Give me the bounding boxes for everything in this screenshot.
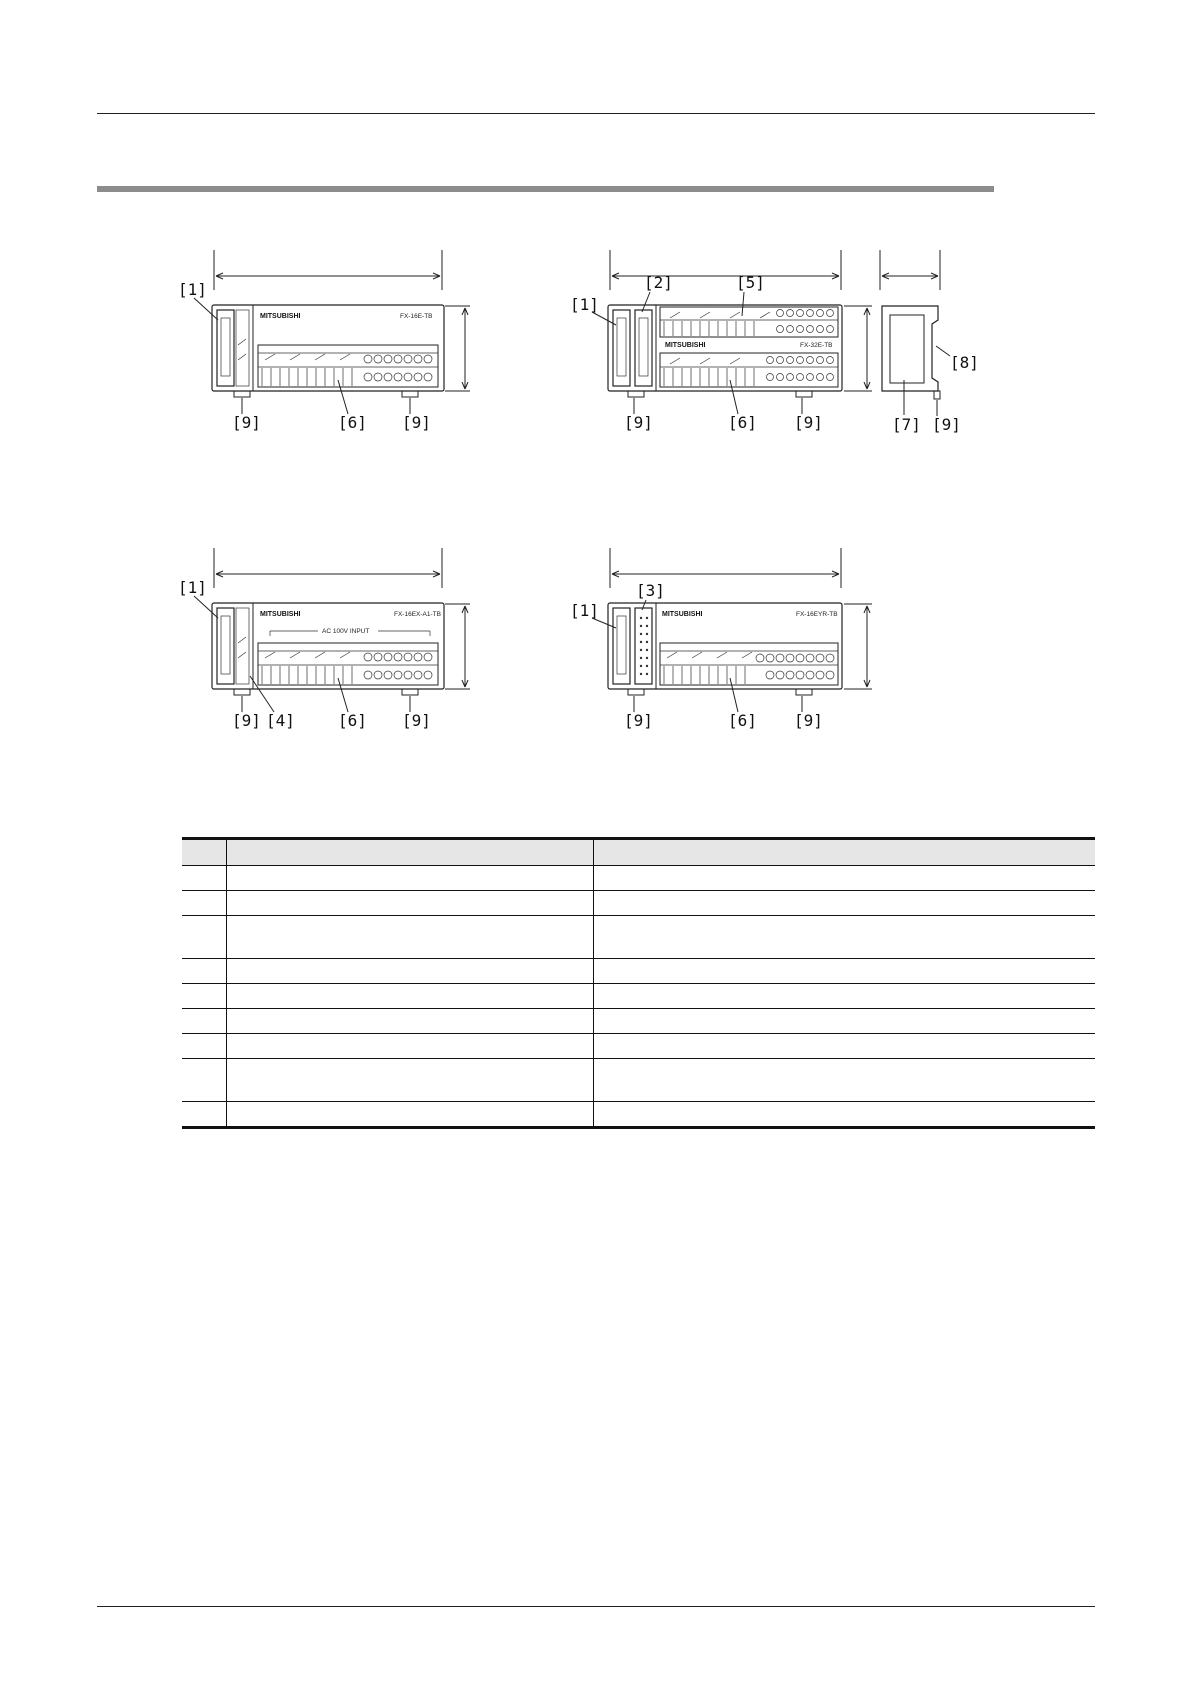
cell-name [227, 866, 594, 891]
cell-description [594, 916, 1096, 959]
brand-logo: MITSUBISHI [665, 342, 706, 349]
model-label: FX-16E-TB [400, 313, 433, 320]
callout-5: [5] [736, 273, 765, 292]
cell-no [182, 1009, 227, 1034]
figure-fx-16ex-a1-tb [170, 548, 490, 738]
table-row [182, 891, 1095, 916]
cell-description [594, 1059, 1096, 1102]
callout-9-left: [9] [232, 413, 261, 432]
cell-name [227, 1059, 594, 1102]
callout-9-left: [9] [624, 413, 653, 432]
callout-9-right: [9] [794, 711, 823, 730]
callout-2: [2] [644, 273, 673, 292]
table-row [182, 1009, 1095, 1034]
header-description [594, 839, 1096, 866]
cell-description [594, 959, 1096, 984]
cell-no [182, 984, 227, 1009]
figure-fx-32e-tb [570, 250, 979, 440]
model-label: FX-16EX-A1-TB [394, 611, 441, 618]
brand-logo: MITSUBISHI [260, 313, 301, 320]
table-row [182, 1034, 1095, 1059]
brand-logo: MITSUBISHI [662, 611, 703, 618]
callout-9-side: [9] [932, 415, 961, 434]
cell-description [594, 891, 1096, 916]
callout-1: [1] [570, 295, 599, 314]
cell-description [594, 1009, 1096, 1034]
table-row [182, 959, 1095, 984]
cell-name [227, 1102, 594, 1128]
callout-4: [4] [266, 711, 295, 730]
footer-rule [97, 1606, 1095, 1607]
callout-6: [6] [728, 711, 757, 730]
header-name [227, 839, 594, 866]
model-label: FX-32E-TB [800, 342, 833, 349]
cell-name [227, 891, 594, 916]
section-heading-bar [97, 186, 994, 192]
callout-9-right: [9] [402, 711, 431, 730]
cell-no [182, 1102, 227, 1128]
brand-logo: MITSUBISHI [260, 611, 301, 618]
header-no [182, 839, 227, 866]
callout-1: [1] [178, 578, 207, 597]
callout-9-left: [9] [232, 711, 261, 730]
parts-table [182, 837, 1095, 1129]
callout-1: [1] [570, 601, 599, 620]
cell-no [182, 1059, 227, 1102]
table-row [182, 866, 1095, 891]
figure-fx-16eyr-tb [570, 548, 890, 738]
cell-no [182, 866, 227, 891]
cell-name [227, 1009, 594, 1034]
table-header-row [182, 839, 1095, 866]
cell-no [182, 959, 227, 984]
callout-6: [6] [338, 711, 367, 730]
cell-name [227, 916, 594, 959]
table-row [182, 916, 1095, 959]
table-row [182, 1102, 1095, 1128]
header-rule [97, 113, 1095, 114]
input-label: AC 100V INPUT [322, 628, 370, 635]
cell-description [594, 984, 1096, 1009]
callout-9-mid: [9] [794, 413, 823, 432]
callout-7: [7] [892, 415, 921, 434]
callout-1: [1] [178, 280, 207, 299]
table-row [182, 1059, 1095, 1102]
cell-description [594, 1034, 1096, 1059]
model-label: FX-16EYR-TB [796, 611, 838, 618]
cell-description [594, 1102, 1096, 1128]
callout-9-right: [9] [402, 413, 431, 432]
cell-no [182, 891, 227, 916]
cell-name [227, 959, 594, 984]
callout-6: [6] [728, 413, 757, 432]
callout-9-left: [9] [624, 711, 653, 730]
callout-3: [3] [636, 581, 665, 600]
callout-6: [6] [338, 413, 367, 432]
cell-no [182, 1034, 227, 1059]
callout-8: [8] [950, 353, 979, 372]
cell-description [594, 866, 1096, 891]
cell-name [227, 1034, 594, 1059]
table-row [182, 984, 1095, 1009]
cell-no [182, 916, 227, 959]
cell-name [227, 984, 594, 1009]
figure-fx-16e-tb [170, 250, 490, 440]
